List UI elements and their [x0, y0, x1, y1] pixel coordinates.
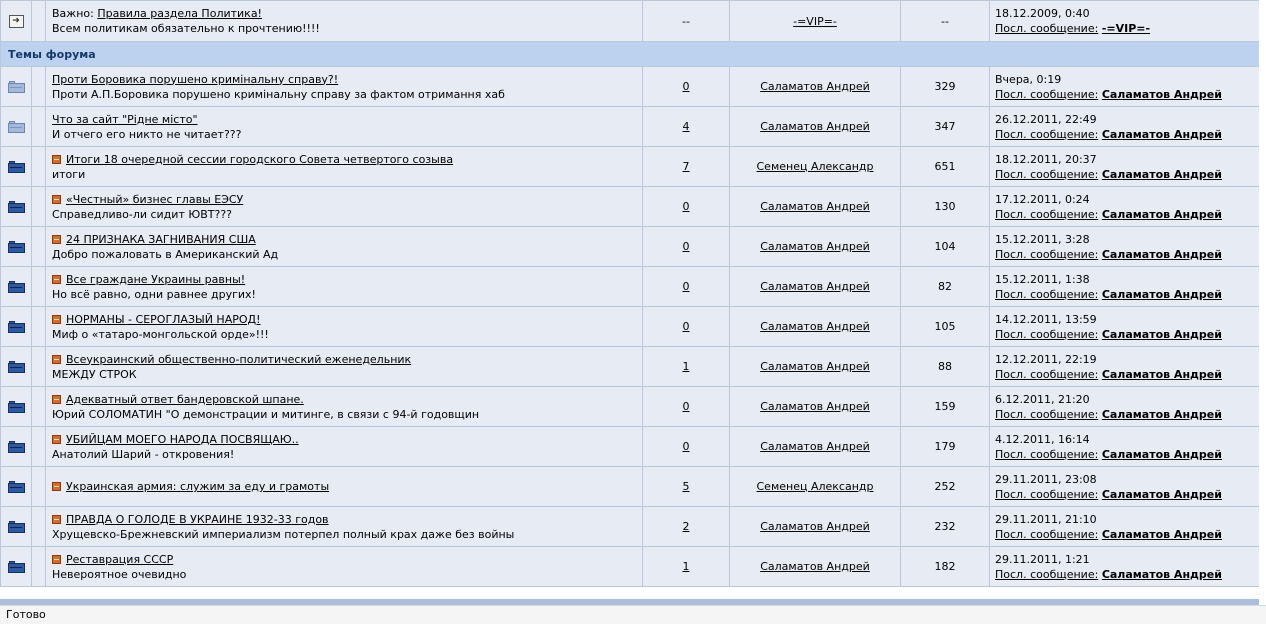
- last-post-author-link[interactable]: Саламатов Андрей: [1101, 287, 1222, 301]
- topic-title-link[interactable]: Итоги 18 очередной сессии городского Совета четвертого созыва: [66, 152, 454, 166]
- topic-title-link[interactable]: 24 ПРИЗНАКА ЗАГНИВАНИЯ США: [66, 232, 256, 246]
- announcement-author-link[interactable]: -=VIP=-: [793, 14, 837, 28]
- topic-description: Невероятное очевидно: [52, 567, 187, 581]
- replies-count-link[interactable]: 0: [682, 280, 690, 293]
- topic-author-link[interactable]: Саламатов Андрей: [760, 200, 870, 213]
- last-post-date: Вчера, 0:19: [995, 72, 1062, 86]
- topic-author-link[interactable]: Саламатов Андрей: [760, 120, 870, 133]
- last-post-label-link[interactable]: Посл. сообщение:: [995, 567, 1099, 581]
- views-count: 88: [901, 347, 990, 387]
- topic-author-link[interactable]: Саламатов Андрей: [760, 560, 870, 573]
- views-count: 82: [901, 267, 990, 307]
- folder-icon: [8, 81, 25, 93]
- topic-description: итоги: [52, 167, 86, 181]
- last-post-label-link[interactable]: Посл. сообщение:: [995, 207, 1099, 221]
- topic-description: Миф о «татаро-монгольской орде»!!!: [52, 327, 269, 341]
- topic-title-link[interactable]: Украинская армия: служим за еду и грамоты: [66, 480, 330, 493]
- window-edge: [1259, 0, 1266, 605]
- topic-description: Справедливо-ли сидит ЮВТ???: [52, 207, 233, 221]
- topic-author-link[interactable]: Семенец Александр: [756, 480, 874, 493]
- topic-title-link[interactable]: Все граждане Украины равны!: [66, 272, 246, 286]
- last-post-author-link[interactable]: Саламатов Андрей: [1101, 207, 1222, 221]
- topic-title-link[interactable]: ПРАВДА О ГОЛОДЕ В УКРАИНЕ 1932-33 годов: [66, 512, 329, 526]
- folder-icon: [8, 161, 25, 173]
- announcement-prefix: Важно:: [52, 7, 94, 20]
- category-label: Темы форума: [1, 42, 1260, 67]
- last-post-label-link[interactable]: Посл. сообщение:: [995, 287, 1099, 301]
- views-count: 105: [901, 307, 990, 347]
- hot-topic-icon: [52, 235, 61, 244]
- views-count: 232: [901, 507, 990, 547]
- last-post-label-link[interactable]: Посл. сообщение:: [995, 407, 1099, 421]
- last-post-author-link[interactable]: Саламатов Андрей: [1101, 327, 1222, 341]
- replies-count-link[interactable]: 1: [682, 560, 690, 573]
- views-count: 329: [901, 67, 990, 107]
- replies-count-link[interactable]: 0: [682, 240, 690, 253]
- views-count: 252: [901, 467, 990, 507]
- replies-count-link[interactable]: 5: [682, 480, 690, 493]
- topic-row: [1, 467, 1260, 507]
- topic-row: [1, 67, 1260, 107]
- topic-author-link[interactable]: Семенец Александр: [756, 160, 874, 173]
- last-post-date: 14.12.2011, 13:59: [995, 312, 1097, 326]
- announcement-arrow-icon: ➜: [9, 15, 24, 28]
- topic-author-link[interactable]: Саламатов Андрей: [760, 360, 870, 373]
- last-post-author-link[interactable]: Саламатов Андрей: [1101, 127, 1222, 141]
- topic-title-link[interactable]: Проти Боровика порушено кримінальну справу?!: [52, 72, 339, 86]
- announcement-description: Всем политикам обязательно к прочтению!!!!: [52, 22, 320, 35]
- topic-author-link[interactable]: Саламатов Андрей: [760, 400, 870, 413]
- topic-description: Но всё равно, одни равнее других!: [52, 287, 256, 301]
- replies-count-link[interactable]: 0: [682, 200, 690, 213]
- last-post-date: 26.12.2011, 22:49: [995, 112, 1097, 126]
- topic-row: [1, 267, 1260, 307]
- last-post-label-link[interactable]: Посл. сообщение:: [995, 22, 1099, 35]
- replies-count-link[interactable]: 0: [682, 440, 690, 453]
- last-post-author-link[interactable]: Саламатов Андрей: [1101, 567, 1222, 581]
- topic-author-link[interactable]: Саламатов Андрей: [760, 520, 870, 533]
- views-count: 182: [901, 547, 990, 587]
- views-count: 159: [901, 387, 990, 427]
- topic-row: [1, 507, 1260, 547]
- last-post-author-link[interactable]: -=VIP=-: [1101, 22, 1151, 35]
- folder-icon: [8, 561, 25, 573]
- replies-count-link[interactable]: 0: [682, 400, 690, 413]
- folder-icon: [8, 321, 25, 333]
- last-post-label-link[interactable]: Посл. сообщение:: [995, 487, 1099, 501]
- last-post-author-link[interactable]: Саламатов Андрей: [1101, 247, 1222, 261]
- folder-icon: [8, 201, 25, 213]
- last-post-date: 29.11.2011, 23:08: [995, 472, 1097, 486]
- last-post-author-link[interactable]: Саламатов Андрей: [1101, 447, 1222, 461]
- last-post-date: 12.12.2011, 22:19: [995, 352, 1097, 366]
- topic-row: [1, 307, 1260, 347]
- topic-row: [1, 387, 1260, 427]
- topic-row: [1, 187, 1260, 227]
- last-post-author-link[interactable]: Саламатов Андрей: [1101, 527, 1222, 541]
- announcement-title-link[interactable]: Правила раздела Политика!: [97, 7, 262, 20]
- last-post-date: 29.11.2011, 1:21: [995, 552, 1090, 566]
- announcement-views: --: [901, 1, 990, 42]
- announcement-row: [1, 1, 1260, 42]
- topic-author-link[interactable]: Саламатов Андрей: [760, 280, 870, 293]
- topic-description: И отчего его никто не читает???: [52, 127, 242, 141]
- replies-count-link[interactable]: 1: [682, 360, 690, 373]
- hot-topic-icon: [52, 155, 61, 164]
- replies-count-link[interactable]: 4: [682, 120, 690, 133]
- last-post-label-link[interactable]: Посл. сообщение:: [995, 127, 1099, 141]
- last-post-author-link[interactable]: Саламатов Андрей: [1101, 487, 1222, 501]
- topic-title-link[interactable]: НОРМАНЫ - СЕРОГЛАЗЫЙ НАРОД!: [66, 312, 261, 326]
- topic-row: [1, 107, 1260, 147]
- last-post-date: 29.11.2011, 21:10: [995, 512, 1097, 526]
- folder-icon: [8, 281, 25, 293]
- last-post-label-link[interactable]: Посл. сообщение:: [995, 367, 1099, 381]
- topic-row: [1, 147, 1260, 187]
- views-count: 179: [901, 427, 990, 467]
- topic-title-link[interactable]: УБИЙЦАМ МОЕГО НАРОДА ПОСВЯЩАЮ..: [66, 432, 299, 446]
- views-count: 104: [901, 227, 990, 267]
- topic-row: [1, 347, 1260, 387]
- last-post-label-link[interactable]: Посл. сообщение:: [995, 167, 1099, 181]
- topic-title-link[interactable]: «Честный» бизнес главы ЕЭСУ: [66, 192, 244, 206]
- topic-description: Проти А.П.Боровика порушено кримінальну справу за фактом отримання хаб: [52, 87, 505, 101]
- last-post-date: 18.12.2011, 20:37: [995, 152, 1097, 166]
- last-post-date: 4.12.2011, 16:14: [995, 432, 1090, 446]
- folder-icon: [8, 401, 25, 413]
- folder-icon: [8, 241, 25, 253]
- last-post-label-link[interactable]: Посл. сообщение:: [995, 447, 1099, 461]
- topic-row: [1, 427, 1260, 467]
- folder-icon: [8, 521, 25, 533]
- folder-icon: [8, 361, 25, 373]
- hot-topic-icon: [52, 482, 61, 491]
- last-post-label-link[interactable]: Посл. сообщение:: [995, 247, 1099, 261]
- topic-row: [1, 547, 1260, 587]
- views-count: 347: [901, 107, 990, 147]
- topic-author-link[interactable]: Саламатов Андрей: [760, 80, 870, 93]
- hot-topic-icon: [52, 555, 61, 564]
- topic-author-link[interactable]: Саламатов Андрей: [760, 240, 870, 253]
- replies-count-link[interactable]: 0: [682, 320, 690, 333]
- hot-topic-icon: [52, 435, 61, 444]
- status-text: Готово: [6, 608, 46, 621]
- hot-topic-icon: [52, 395, 61, 404]
- replies-count-link[interactable]: 2: [682, 520, 690, 533]
- topic-description: Хрущевско-Брежневский империализм потерпел полный крах даже без войны: [52, 527, 515, 541]
- last-post-author-link[interactable]: Саламатов Андрей: [1101, 367, 1222, 381]
- last-post-date: 15.12.2011, 3:28: [995, 232, 1090, 246]
- topic-row: [1, 227, 1260, 267]
- last-post-label-link[interactable]: Посл. сообщение:: [995, 527, 1099, 541]
- last-post-date: 15.12.2011, 1:38: [995, 272, 1090, 286]
- topic-title-link[interactable]: Реставрация СССР: [66, 552, 174, 566]
- hot-topic-icon: [52, 315, 61, 324]
- topic-description: Анатолий Шарий - откровения!: [52, 447, 235, 461]
- views-count: 651: [901, 147, 990, 187]
- topic-description: Добро пожаловать в Американский Ад: [52, 247, 279, 261]
- replies-count-link[interactable]: 7: [682, 160, 690, 173]
- hot-topic-icon: [52, 515, 61, 524]
- topic-author-link[interactable]: Саламатов Андрей: [760, 320, 870, 333]
- views-count: 130: [901, 187, 990, 227]
- topic-description: МЕЖДУ СТРОК: [52, 367, 137, 381]
- hot-topic-icon: [52, 275, 61, 284]
- last-post-label-link[interactable]: Посл. сообщение:: [995, 87, 1099, 101]
- last-post-label-link[interactable]: Посл. сообщение:: [995, 327, 1099, 341]
- last-post-author-link[interactable]: Саламатов Андрей: [1101, 167, 1222, 181]
- replies-count-link[interactable]: 0: [682, 80, 690, 93]
- topic-title-link[interactable]: Адекватный ответ бандеровской шпане.: [66, 392, 304, 406]
- announcement-replies: --: [643, 1, 730, 42]
- folder-icon: [8, 441, 25, 453]
- folder-icon: [8, 481, 25, 493]
- category-header-row: [1, 42, 1260, 67]
- topic-title-link[interactable]: Что за сайт "Рідне місто": [52, 112, 198, 126]
- last-post-author-link[interactable]: Саламатов Андрей: [1101, 87, 1222, 101]
- last-post-date: 17.12.2011, 0:24: [995, 192, 1090, 206]
- hot-topic-icon: [52, 355, 61, 364]
- folder-icon: [8, 121, 25, 133]
- status-bar: [0, 605, 1266, 624]
- last-post-author-link[interactable]: Саламатов Андрей: [1101, 407, 1222, 421]
- last-post-date: 6.12.2011, 21:20: [995, 392, 1090, 406]
- topic-description: Юрий СОЛОМАТИН "О демонстрации и митинге, в связи с 94-й годовщин: [52, 407, 480, 421]
- topic-author-link[interactable]: Саламатов Андрей: [760, 440, 870, 453]
- hot-topic-icon: [52, 195, 61, 204]
- topic-title-link[interactable]: Всеукраинский общественно-политический еженедельник: [66, 352, 412, 366]
- last-post-date: 18.12.2009, 0:40: [995, 7, 1090, 20]
